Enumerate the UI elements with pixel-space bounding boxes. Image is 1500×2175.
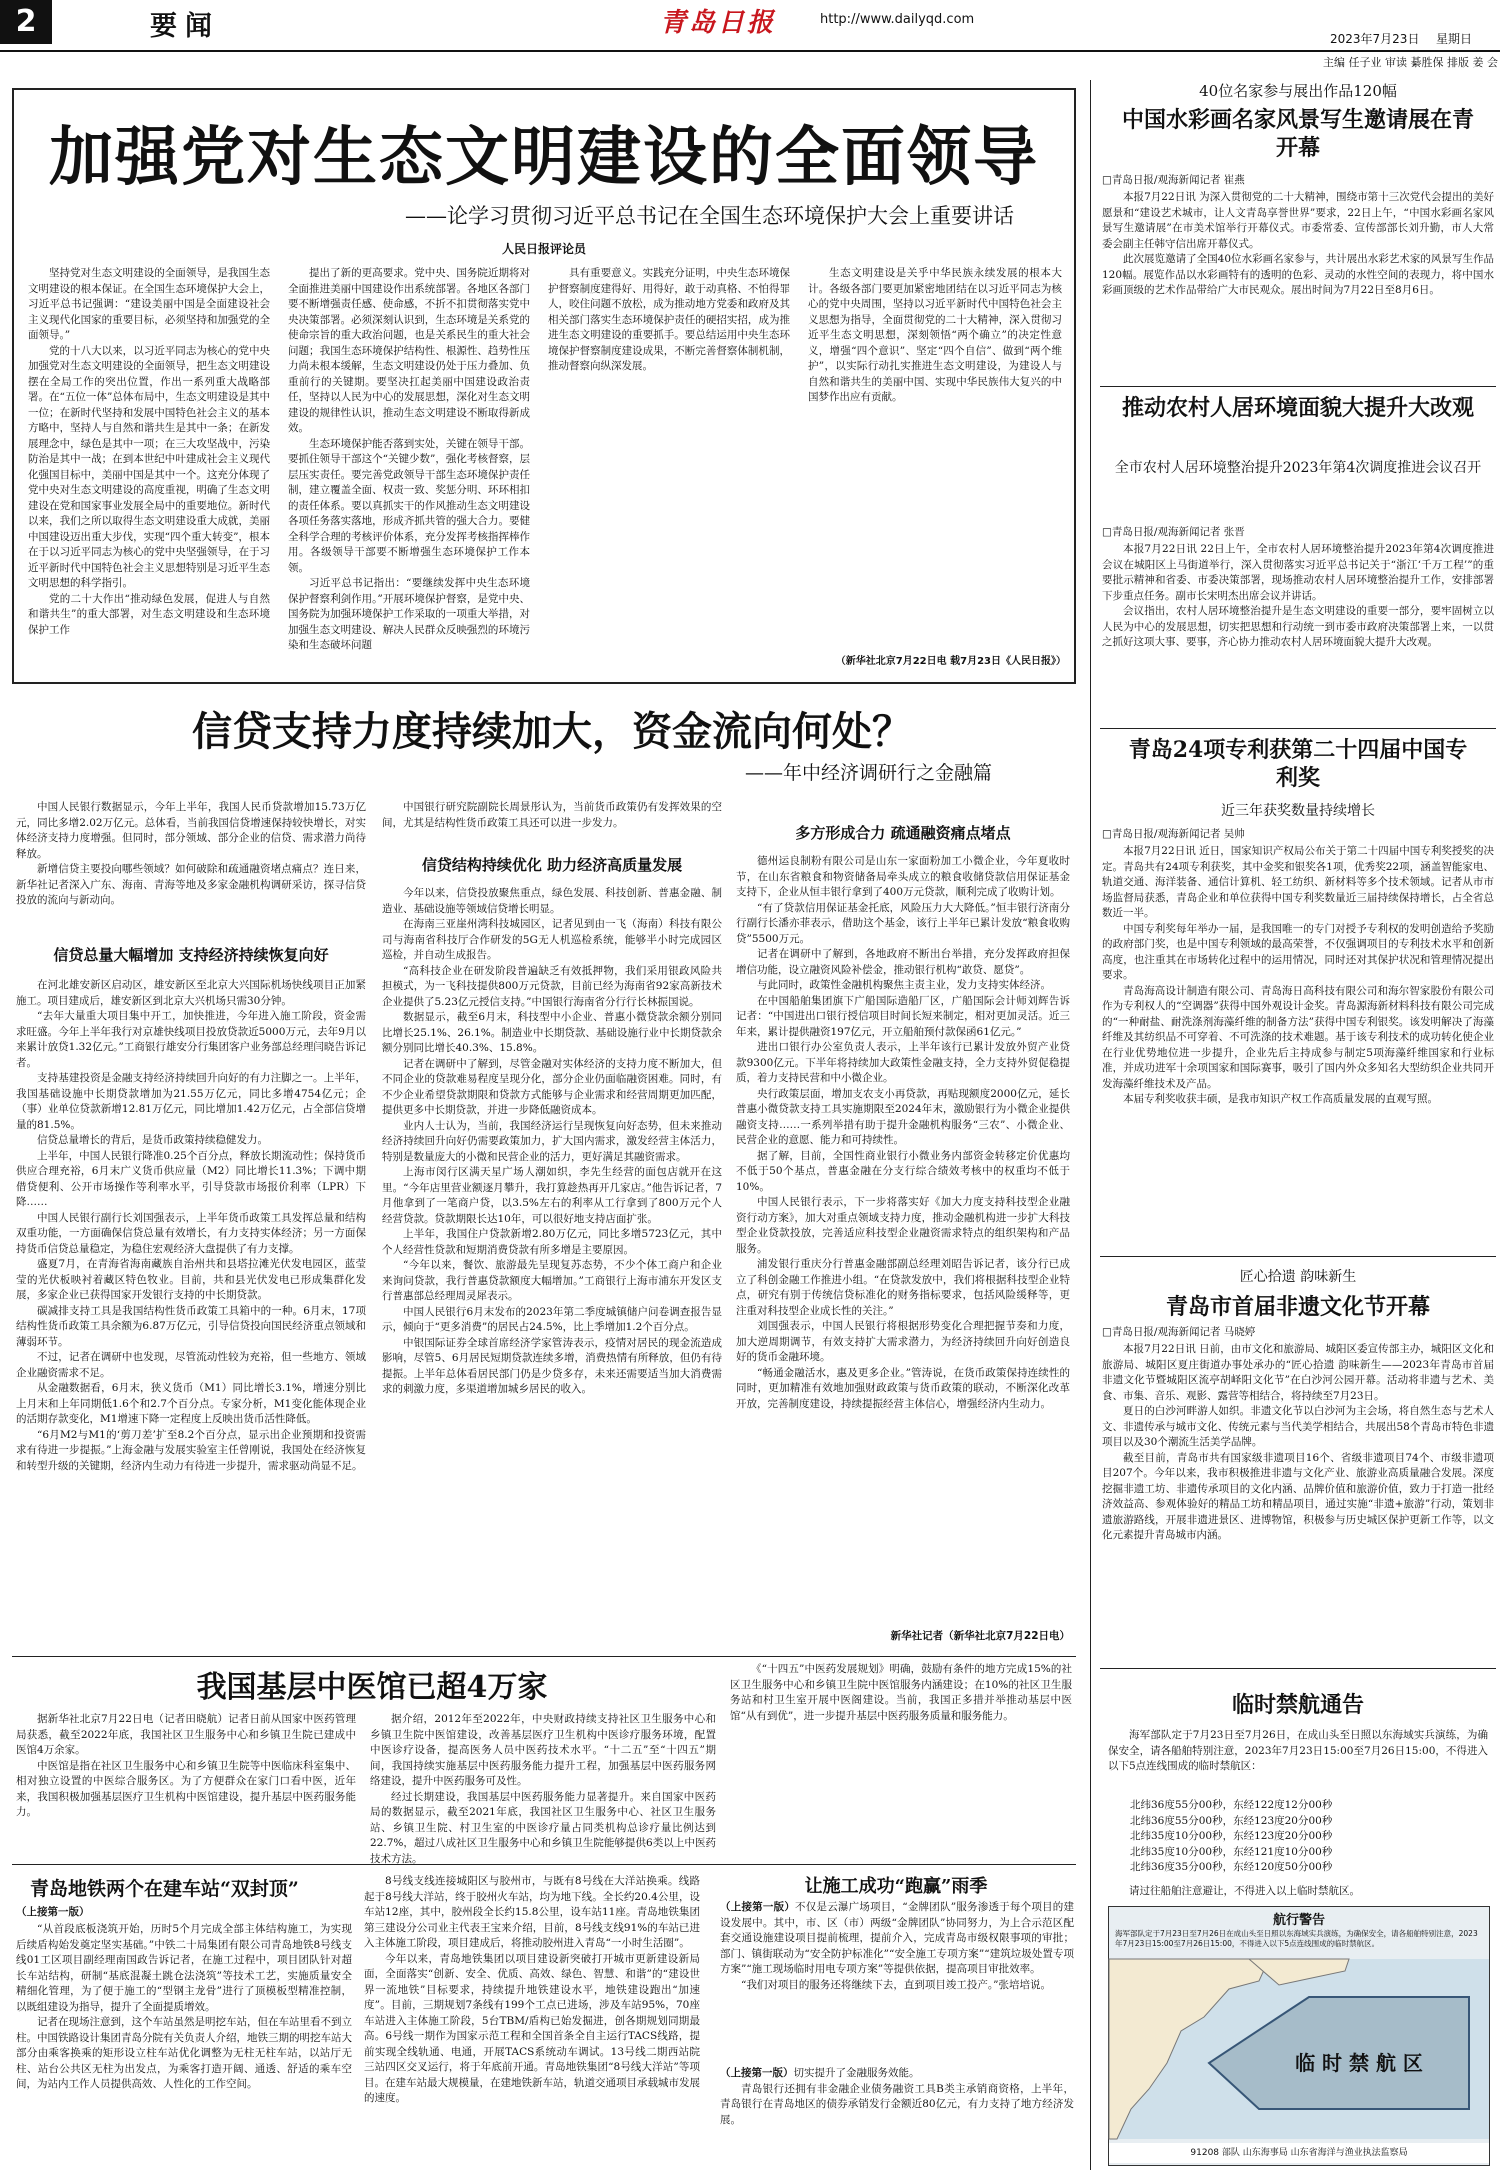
map-notice: 海军部队定于7月23日至7月26日在成山头至日照以东海域实兵演练，为确保安全，请各船舶特别注意，2023年7月23日15:00至7月26日15:00，不得进入以下5点连线围成的临时禁航区。 [1115, 1929, 1478, 1948]
credit-col-3-body: 德州运良制粉有限公司是山东一家面粉加工小微企业，今年夏收时节，在山东省粮食和物资储备局牵头成立的粮食收储贷款信用保证基金支持下，企业从恒丰银行拿到了400万元贷款，顺利完成了收购计划。 “有了贷款信用保证基金托底，风险压力大大降低。”恒丰银行济南分行副行长潘亦菲表示，借助这个基金，该行上半年已累计发放“粮食收购贷”5500万元。 记者在调研中了解到，各地政府不断出台举措，充分发挥政府担保增信功能，设立融资风险补偿金，推动银行机构“敢贷、愿贷”。 与此同时，政策性金融机构聚焦主责主业，发力支持实体经济。 在中国船舶集团旗下广船国际造船厂区，广船国际会计师刘辉告诉记者：“中国进出口银行授信项目时间长短来制定，相对更加灵活。近三年来，累计提供融资197亿元，开立船舶预付款保函61亿元。” 进出口银行办公室负责人表示，上半年该行已累计发放外贸产业贷款9300亿元。下半年将持续加大政策性金融支持，全力支持外贸促稳提质，着力支持民营和中小微企业。 央行政策层面，增加支农支小再贷款，再贴现额度2000亿元，延长普惠小微贷款支持工具实施期限至2024年末，激励银行为小微企业提供融资支持……一系列举措有助于提升金融机构服务“三农”、小微企业、民营企业的意愿、能力和可持续性。 据了解，目前，全国性商业银行小微业务内部资金转移定价优惠均不低于50个基点，普惠金融在分支行综合绩效考核中的权重均不低于10%。 中国人民银行表示，下一步将落实好《加大力度支持科技型企业融资行动方案》，加大对重点领域支持力度，推动金融机构进一步扩大科技型企业贷款投放，完善适应科技型企业融资需求特点的组织架构和产品服务。 浦发银行重庆分行普惠金融部副总经理刘昭告诉记者，该分行已成立了科创金融工作推进小组。“在贷款发放中，我们将根据科技型企业特点，研究有别于传统信贷标准化的财务指标要求，包括风险缓释等，更注重对科技型企业成长性的关注。” 刘国强表示，中国人民银行将根据形势变化合理把握节奏和力度，加大逆周期调节，有效支持扩大需求潜力，为经济持续回升向好创造良好的货币金融环境。 “畅通金融活水，惠及更多企业。”管涛说，在货币政策保持连续性的同时，更加精准有效地加强财政政策与货币政策的联动，不断深化改革开放，完善制度建设，持续提振经营主体信心，增强经济内生动力。 [736, 855, 1070, 1410]
tcm-title: 我国基层中医馆已超4万家 [196, 1670, 548, 1705]
tcm-article [12, 1662, 1076, 1865]
rural-subtitle: 全市农村人居环境整治提升2023年第4次调度推进会议召开 [1114, 460, 1482, 476]
credit-col-2-top: 中国银行研究院副院长周景彤认为，当前货币政策仍有发挥效果的空间，尤其是结构性货币政策工具还可以进一步发力。 [382, 801, 722, 829]
payment-source: （上接第一版） [720, 1901, 796, 1913]
editors-line: 主编 任子业 审读 綦胜保 排版 姜 会 [1323, 56, 1498, 69]
credit-heading-1: 信贷总量大幅增加 支持经济持续恢复向好 [53, 946, 329, 964]
metro-source: （上接第一版） [16, 1906, 90, 1918]
finance-body: （上接第一版）切实提升了金融服务效能。 青岛银行还拥有非金融企业债务融资工具B类主承销商资格，上半年，青岛银行在青岛地区的债券承销发行金额近80亿元，有力支持了地方经济发展。 [720, 2067, 1074, 2126]
lead-author: 人民日报评论员 [501, 242, 586, 256]
lead-column-1: 坚持党对生态文明建设的全面领导，是我国生态文明建设的根本保证。在全国生态环境保护大会上，习近平总书记强调：“建设美丽中国是全面建设社会主义现代化国家的重要目标，必须坚持和加强党的全面领导。” 党的十八大以来，以习近平同志为核心的党中央加强党对生态文明建设的全面领导，把生态文明建设摆在全局工作的突出位置，作出一系列重大战略部署。在“五位一体”总体布局中，生态文明建设是其中一位；在新时代坚持和发展中国特色社会主义的基本方略中，坚持人与自然和谐共生是其中一条；在新发展理念中，绿色是其中一项；在三大攻坚战中，污染防治是其中一战；在到本世纪中叶建成社会主义现代化强国目标中，美丽中国是其中一个。这充分体现了党中央对生态文明建设的高度重视，明确了生态文明建设在党和国家事业发展全局中的重要地位。新时代以来，我们之所以取得生态文明建设重大成就，美丽中国建设迈出重大步伐，实现“四个重大转变”，根本在于以习近平同志为核心的党中央坚强领导，在于习近平新时代中国特色社会主义思想特别是习近平生态文明思想的科学指引。 党的二十大作出“推动绿色发展，促进人与自然和谐共生”的重大部署，对生态文明建设和生态环境保护工作 [28, 267, 270, 636]
navigation-body: 海军部队定于7月23日至7月26日，在成山头至日照以东海域实兵演练，为确保安全，请各船舶特别注意，2023年7月23日15:00至7月26日15:00，不得进入以下5点连线围成的临时禁航区： [1108, 1729, 1488, 1772]
payment-article [716, 1870, 1076, 2170]
payment-body: （上接第一版）不仅是云瀑广场项目，“金牌团队”服务渗透于每个项目的建设发展中。其中，市、区（市）两级“金牌团队”协同努力，为上合示范区配套交通设施建设项目提前梳理，提前介入，完成青岛市级权限事项的审批；部门、镇街联动为“安全防护标准化”“安全施工专项方案”“建筑垃圾处置专项方案”“施工现场临时用电专项方案”等提供依据，提高项目审批效率。 “我们对项目的服务还将继续下去，直到项目竣工投产。”张培培说。 [720, 1901, 1074, 1991]
map-zone-label: 临 时 禁 航 区 [1295, 2051, 1423, 2075]
credit-article [12, 694, 1076, 1654]
navigation-point: 北纬36度55分00秒，东经123度20分00秒 [1130, 1814, 1333, 1827]
art-reporter: □青岛日报/观海新闻记者 崔燕 [1102, 174, 1245, 186]
navigation-points [1130, 1798, 1480, 1884]
rural-body: 本报7月22日讯 22日上午，全市农村人居环境整治提升2023年第4次调度推进会议在城阳区上马街道举行，深入贯彻落实习近平总书记关于“浙江‘千万工程’”的重要批示精神和省委、市委决策部署，现场推动农村人居环境整治提升工作，安排部署下步重点任务。副市长宋明杰出席会议并讲话。 会议指出，农村人居环境整治提升是生态文明建设的重要一部分，要牢固树立以人民为中心的发展思想，切实把思想和行动统一到市委市政府决策部署上来，一以贯之抓好这项大事、要事，齐心协力推动农村人居环境面貌大提升大改观。 [1102, 543, 1494, 648]
credit-col-1-body: 在河北雄安新区启动区，雄安新区至北京大兴国际机场快线项目正加紧施工。项目建成后，雄安新区到北京大兴机场只需30分钟。 “去年大量重大项目集中开工，加快推进，今年进入施工阶段，资金需求旺盛。今年上半年我行对京雄快线项目投放贷款近5000万元，去年9月以来累计放贷1.32亿元。”工商银行雄安分行集团客户业务部总经理闫晓告诉记者。 支持基建投资是金融支持经济持续回升向好的有力注脚之一。上半年，我国基础设施中长期贷款增加为21.55万亿元，同比多增4754亿元；企（事）业单位贷款新增12.81万亿元，同比增加1.42万亿元，占全部信贷增量的81.5%。 信贷总量增长的背后，是货币政策持续稳健发力。 上半年，中国人民银行降准0.25个百分点，释放长期流动性；保持货币供应合理充裕，6月末广义货币供应量（M2）同比增长11.3%；下调中期借贷便利、公开市场操作等利率水平，引导贷款市场报价利率（LPR）下降…… 中国人民银行副行长刘国强表示，上半年货币政策工具发挥总量和结构双重功能，一方面确保信贷总量有效增长，有力支持实体经济；另一方面保持货币信贷总量稳定，为稳住宏观经济大盘提供了有力支撑。 盛夏7月，在青海省海南藏族自治州共和县塔拉滩光伏发电园区，蓝莹莹的光伏板映衬着藏区特色牧业。目前，共和县光伏发电已形成集群化发展，多家企业已获得国家开发银行支持的中长期贷款。 碳减排支持工具是我国结构性货币政策工具箱中的一种。6月末，17项结构性货币政策工具余额为6.87万亿元，引导信贷投向国民经济重点领域和薄弱环节。 不过，记者在调研中也发现，尽管流动性较为充裕，但一些地方、领域企业融资需求不足。 从金融数据看，6月末，狭义货币（M1）同比增长3.1%，增速分别比上月末和上年同期低1.6个和2.7个百分点。专家分析，M1变化能体现企业的活期存款变化，M1增速下降一定程度上反映出货币活性降低。 “6月M2与M1的‘剪刀差’扩至8.2个百分点，显示出企业预期和投资需求有待进一步提振。”上海金融与发展实验室主任曾刚说，我国处在经济恢复和转型升级的关键期，经济内生动力有待进一步提升，需求驱动尚显不足。 [16, 979, 366, 1472]
credit-byline: 新华社记者（新华社北京7月22日电） [890, 1630, 1070, 1642]
divider-tcm-bottom [12, 1864, 1076, 1865]
issue-date: 2023年7月23日 [1330, 32, 1420, 46]
navigation-warning-map [1108, 1906, 1490, 2166]
lead-subtitle: ——论学习贯彻习近平总书记在全国生态环境保护大会上重要讲话 [405, 204, 1014, 228]
map-footer: 91208 部队 山东海事局 山东省海洋与渔业执法监察局 [1109, 2143, 1489, 2163]
website-url[interactable]: http://www.dailyqd.com [820, 12, 975, 27]
heritage-body: 本报7月22日讯 日前，由市文化和旅游局、城阳区委宣传部主办，城阳区文化和旅游局、城阳区夏庄街道办事处承办的“匠心拾遗 韵味新生——2023年青岛市首届非遗文化节暨城阳区流亭胡峄阳文化节”在白沙河公园开幕。活动将非遗与艺术、美食、市集、音乐、观影、露营等相结合，将持续至7月23日。 夏日的白沙河畔游人如织。非遗文化节以白沙河为主会场，将自然生态与艺术人文、非遗传承与城市文化、传统元素与当代美学相结合，共展出58个青岛市特色非遗项目以及30个潮流生活美学品牌。 截至目前，青岛市共有国家级非遗项目16个、省级非遗项目74个、市级非遗项目207个。今年以来，我市积极推进非遗与文化产业、旅游业高质量融合发展。深度挖掘非遗工坊、非遗传承项目的文化内涵、品牌价值和旅游价值，致力于打造一批经济效益高、参观体验好的精品工坊和精品项目，通过实施“非遗+旅游”行动，策划非遗旅游路线，开展非遗进景区、进博物馆，积极参与历史城区保护更新工作等，以文化元素提升青岛城市内涵。 [1102, 1343, 1494, 1541]
lead-column-4: 生态文明建设是关乎中华民族永续发展的根本大计。各级各部门要更加紧密地团结在以习近平同志为核心的党中央周围，坚持以习近平新时代中国特色社会主义思想为指导，全面贯彻党的二十大精神，深入贯彻习近平生态文明思想，深刻领悟“两个确立”的决定性意义，增强“四个意识”、坚定“四个自信”、做到“两个维护”，以实际行动扎实推进生态文明建设，为建设人与自然和谐共生的美丽中国、实现中华民族伟大复兴的中国梦作出应有贡献。 [808, 267, 1062, 403]
header-rule [0, 50, 1500, 52]
metro-article [12, 1870, 702, 2170]
tcm-col-2: 据介绍，2012年至2022年，中央财政持续支持社区卫生服务中心和乡镇卫生院中医馆建设，改善基层医疗卫生机构中医诊疗服务环境，配置中医诊疗设备，提高医务人员中医药技术水平。“十二五”至“十四五”期间，我国持续实施基层中医药服务能力提升工程，加强基层中医药服务网络建设，提升中医药服务可及性。 经过长期建设，我国基层中医药服务能力显著提升。来自国家中医药局的数据显示，截至2021年底，我国社区卫生服务中心、社区卫生服务站、乡镇卫生院、村卫生室的中医诊疗量占同类机构总诊疗量比例达到22.7%，超过八成社区卫生服务中心和乡镇卫生院能够提供6类以上中医药技术方法。 [370, 1713, 716, 1865]
heritage-article [1100, 1262, 1496, 1666]
rural-article [1100, 392, 1496, 726]
right-column-rule [1090, 80, 1091, 2170]
patent-article [1100, 734, 1496, 1254]
divider-credit-tcm [12, 1656, 1076, 1657]
divider-patent-heritage [1100, 1256, 1496, 1257]
heritage-kicker: 匠心拾遗 韵味新生 [1239, 1269, 1357, 1285]
divider-heritage-nav [1100, 1668, 1496, 1669]
tcm-col-3: 《“十四五”中医药发展规划》明确，鼓励有条件的地方完成15%的社区卫生服务中心和乡镇卫生院中医馆服务内涵建设；在10%的社区卫生服务站和村卫生室开展中医阁建设。当前，我国正多措并举推动基层中医馆“从有到优”，进一步提升基层中医药服务质量和服务能力。 [730, 1663, 1072, 1722]
navigation-title: 临时禁航通告 [1231, 1692, 1364, 1718]
credit-heading-2: 信贷结构持续优化 助力经济高质量发展 [421, 856, 683, 874]
rural-title: 推动农村人居环境面貌大提升大改观 [1121, 395, 1474, 421]
finance-source: （上接第一版） [720, 2067, 794, 2079]
issue-weekday: 星期日 [1436, 32, 1473, 46]
page-number-badge: 2 [0, 0, 52, 44]
art-title: 中国水彩画名家风景写生邀请展在青开幕 [1121, 107, 1474, 161]
credit-title: 信贷支持力度持续加大，资金流向何处？ [192, 708, 912, 755]
metro-col-2: 8号线支线连接城阳区与胶州市，与既有8号线在大洋站换乘。线路起于8号线大洋站，终于胶州火车站，均为地下线。全长约20.4公里，设车站12座，其中，胶州段全长约15.8公里，设车站11座。青岛地铁集团第三建设分公司业主代表王宝来介绍，目前，8号线支线91%的车站已进入主体施工阶段，项目建成后，将推动胶州进入青岛“一小时生活圈”。 今年以来，青岛地铁集团以项目建设新突破打开城市更新建设新局面，全面落实“创新、安全、优质、高效、绿色、智慧、和谐”的“建设世界一流地铁”目标要求，持续提升地铁建设水平，地铁建设跑出“加速度”。目前，三期规划7条线有199个工点已进场，涉及车站95%，70座车站进入主体施工阶段，5台TBM/盾构已始发掘进，创各期规划同期最高。6号线一期作为国家示范工程和全国首条全自主运行TACS线路，提前实现全线轨通、电通，开展TACS系统动车调试。13号线二期西站院三站四区交叉运行，将于年底前开通。青岛地铁集团“8号线大洋站”等项目。在建车站最大规模量，在建地铁新车站，轨道交通项目承载城市发展的速度。 [364, 1875, 700, 2104]
patent-reporter: □青岛日报/观海新闻记者 吴帅 [1102, 828, 1245, 840]
lead-title: 加强党对生态文明建设的全面领导 [49, 120, 1039, 195]
navigation-point: 北纬35度10分00秒，东经121度10分00秒 [1130, 1845, 1333, 1858]
navigation-point: 北纬35度10分00秒，东经123度20分00秒 [1130, 1830, 1333, 1842]
lead-source: （新华社北京7月22日电 载7月23日《人民日报》） [835, 656, 1066, 667]
header [0, 0, 1500, 75]
heritage-reporter: □青岛日报/观海新闻记者 马晓婷 [1102, 1326, 1256, 1338]
lead-column-3: 具有重要意义。实践充分证明，中央生态环境保护督察制度建得好、用得好，敢于动真格、不怕得罪人，咬住问题不放松，成为推动地方党委和政府及其相关部门落实生态环境保护责任的硬招实招，成为推进生态文明建设的重要抓手。要总结运用中央生态环境保护督察制度建设成果，不断完善督察体制机制，推动督察向纵深发展。 [548, 267, 790, 372]
lead-editorial-box [12, 88, 1076, 684]
tcm-col-1: 据新华社北京7月22日电（记者田晓航）记者日前从国家中医药管理局获悉，截至2022年底，我国社区卫生服务中心和乡镇卫生院已建成中医馆4万余家。 中医馆是指在社区卫生服务中心和乡镇卫生院等中医临床科室集中、相对独立设置的中医综合服务区。为了方便群众在家门口看中医，近年来，我国积极加强基层医疗卫生机构中医馆建设，提升基层中医药服务能力。 [16, 1713, 356, 1818]
navigation-notice [1100, 1674, 1496, 2170]
map-title: 航行警告 [1272, 1913, 1325, 1928]
credit-subtitle: ——年中经济调研行之金融篇 [744, 762, 992, 784]
divider-art-rural [1100, 386, 1496, 387]
navigation-point: 北纬36度55分00秒，东经122度12分00秒 [1130, 1799, 1333, 1811]
newspaper-logo: 青岛日报 [660, 8, 777, 38]
payment-title: 让施工成功“跑赢”雨季 [804, 1876, 988, 1897]
patent-title: 青岛24项专利获第二十四届中国专利奖 [1128, 737, 1468, 791]
art-body: 本报7月22日讯 为深入贯彻党的二十大精神，围绕市第十三次党代会提出的美好愿景和“建设艺术城市，让人文青岛享誉世界”要求，22日上午，“中国水彩画名家风景写生邀请展”在市美术馆举行开幕仪式。市委常委、宣传部部长刘升勤，市人大常委会副主任韩守信出席开幕仪式。 此次展览邀请了全国40位水彩画名家参与，共计展出水彩艺术家的风景写生作品120幅。展览作品以水彩画特有的透明的色彩、灵动的水性空间的表现力，将中国水彩画顶级的艺术作品带给广大市民观众。展出时间为7月22日至8月6日。 [1102, 191, 1494, 296]
section-title: 要闻 [150, 11, 220, 42]
art-article [1100, 80, 1496, 380]
patent-subtitle: 近三年获奖数量持续增长 [1221, 803, 1375, 819]
credit-col-2-body: 今年以来，信贷投放聚焦重点，绿色发展、科技创新、普惠金融、制造业、基础设施等领域信贷增长明显。 在海南三亚崖州湾科技城园区，记者见到由一飞（海南）科技有限公司与海南省科技厅合作研发的5G无人机巡检系统，能够半小时完成园区巡检，并自动生成报告。 “高科技企业在研发阶段普遍缺乏有效抵押物，我们采用银政风险共担模式，为一飞科技提供800万元贷款，目前已经为海南省92家高新技术企业提供了5.23亿元授信支持。”中国银行海南省分行行长林振国说。 数据显示，截至6月末，科技型中小企业、普惠小微贷款余额分别同比增长25.1%、26.1%。制造业中长期贷款、基础设施行业中长期贷款余额分别同比增长40.3%、15.8%。 记者在调研中了解到，尽管金融对实体经济的支持力度不断加大，但不同企业的贷款难易程度呈现分化，部分企业仍面临融资困难。同时，有不少企业希望贷款期限和贷款方式能够与企业需求和经营周期更加匹配，提供更多中长期贷款，并进一步降低融资成本。 业内人士认为，当前，我国经济运行呈现恢复向好态势，但未来推动经济持续回升向好仍需要政策加力，扩大国内需求，激发经营主体活力，特别是数量庞大的小微和民营企业的活力，更好满足其融资需求。 上海市闵行区满天星广场人潮如织，李先生经营的面包店就开在这里。“今年店里营业额逐月攀升，我打算趁热再开几家店。”他告诉记者，7月他拿到了一笔商户贷，以3.5%左右的利率从工行拿到了800万元个人经营贷款。贷款期限长达10年，可以很好地支持店面扩张。 上半年，我国住户贷款新增2.80万亿元，同比多增5723亿元，其中个人经营性贷款和短期消费贷款有所多增是主要原因。 “今年以来，餐饮、旅游最先呈现复苏态势，不少个体工商户和企业来询问贷款，我行普惠贷款额度大幅增加。”工商银行上海市浦东开发区支行普惠部总经理周灵犀表示。 中国人民银行6月末发布的2023年第二季度城镇储户问卷调查报告显示，倾向于“更多消费”的居民占24.5%，比上季增加1.2个百分点。 中银国际证券全球首席经济学家管涛表示，疫情对居民的现金流造成影响，尽管5、6月居民短期贷款连续多增，消费热情有所释放，但仍有待提振。上半年总体看居民部门仍是少贷多存，未来还需要适当加大消费需求的刺激力度，多渠道增加城乡居民的收入。 [382, 887, 722, 1395]
art-kicker: 40位名家参与展出作品120幅 [1199, 82, 1397, 100]
credit-col-1-intro: 中国人民银行数据显示，今年上半年，我国人民币贷款增加15.73万亿元，同比多增2.02万亿元。总体看，当前我国信贷增速保持较快增长，对实体经济支持力度增强。但同时，部分领域、部分企业的信贷、需求潜力尚待释放。 新增信贷主要投向哪些领域？如何破除和疏通融资堵点痛点？连日来，新华社记者深入广东、海南、青海等地及多家金融机构调研采访，探寻信贷投放的流向与新动向。 [16, 801, 366, 906]
metro-col-1: “从首段底板浇筑开始，历时5个月完成全部主体结构施工，为实现后续盾构始发奠定坚实基础。”中铁二十局集团有限公司青岛地铁8号线支线01工区项目副经理南国政告诉记者，在施工过程中，项目团队针对超长车站结构，研制“基底混凝土跳仓法浇筑”等技术工艺，实施质量安全精细化管理，为了便于施工的“型钢主龙骨”进行了顶模板型精准控制，以既组建设为指导，提升了全面提质增效。 记者在现场注意到，这个车站虽然是明挖车站，但在车站里看不到立柱。中国铁路设计集团青岛分院有关负责人介绍，地铁三期的明挖车站大部分由乘客换乘的矩形设立柱车站优化调整为无柱无柱车站，以站厅无柱、站台公共区无柱为出发点，为乘客打造开阔、通透、舒适的乘车空间，为站内工作人员提供高效、人性化的工作空间。 [16, 1923, 352, 2090]
lead-column-2: 提出了新的更高要求。党中央、国务院近期将对全面推进美丽中国建设作出系统部署。各地区各部门要不断增强责任感、使命感，不折不扣贯彻落实党中央决策部署。必须深刻认识到，生态环境是关系党的使命宗旨的重大政治问题，也是关系民生的重大社会问题；我国生态环境保护结构性、根源性、趋势性压力尚未根本缓解，生态文明建设仍处于压力叠加、负重前行的关键期。要坚决扛起美丽中国建设政治责任，坚持以人民为中心的发展思想，深化对生态文明建设的规律性认识，推动生态文明建设不断取得新成效。 生态环境保护能否落到实处，关键在领导干部。要抓住领导干部这个“关键少数”，强化考核督察，层层压实责任。要完善党政领导干部生态环境保护责任制，建立覆盖全面、权责一致、奖惩分明、环环相扣的责任体系。要以真抓实干的作风推动生态文明建设各项任务落实落地，形成齐抓共管的强大合力。要健全科学合理的考核评价体系，充分发挥考核指挥棒作用。各级领导干部要不断增强生态环境保护工作本领。 习近平总书记指出：“要继续发挥中央生态环境保护督察利剑作用。”开展环境保护督察，是党中央、国务院为加强环境保护工作采取的一项重大举措，对加强生态文明建设、解决人民群众反映强烈的环境污染和生态破坏问题 [288, 267, 530, 651]
metro-title: 青岛地铁两个在建车站“双封顶” [30, 1878, 299, 1900]
heritage-title: 青岛市首届非遗文化节开幕 [1165, 1294, 1430, 1320]
navigation-point: 北纬36度35分00秒，东经120度50分00秒 [1130, 1861, 1333, 1873]
rural-reporter: □青岛日报/观海新闻记者 张晋 [1102, 526, 1245, 538]
divider-rural-patent [1100, 728, 1496, 729]
credit-heading-3: 多方形成合力 疏通融资痛点堵点 [795, 824, 1011, 842]
patent-body: 本报7月22日讯 近日，国家知识产权局公布关于第二十四届中国专利奖授奖的决定。青岛共有24项专利获奖，其中金奖和银奖各1项，优秀奖22项，涵盖智能家电、轨道交通、海洋装备、通信计算机、轻工纺织、新材料等多个技术领域。记者从市市场监督局获悉，青岛企业和单位获得中国专利奖数量近三届持续保持增长，占全省总数近一半。 中国专利奖每年举办一届，是我国唯一的专门对授予专利权的发明创造给予奖励的政府部门奖，也是中国专利领域的最高荣誉，不仅强调项目的专利技术水平和创新高度，也注重其在市场转化过程中的运用情况，同时还对其保护状况和管理情况提出要求。 青岛海高设计制造有限公司、青岛海日高科技有限公司和海尔智家股份有限公司作为专利权人的“空调器”获得中国外观设计金奖。青岛源海新材料科技有限公司完成的“一种耐盐、耐洗涤剂海藻纤维的制备方法”获得中国专利银奖。该发明解决了海藻纤维及其纺织品不可穿着、不可洗涤的技术难题。基于该专利技术的成功转化使企业在行业优势地位进一步提升，企业先后主持成参与制定5项海藻纤维国家和行业标准，并成功进军十余项国家和国际赛事，吸引了国内外众多知名大型纺织企业共同开发海藻纤维技术及产品。 本届专利奖收获丰硕，是我市知识产权工作高质量发展的直观写照。 [1102, 845, 1494, 1105]
navigation-footer-text: 请过往船舶注意避让，不得进入以上临时禁航区。 [1129, 1885, 1360, 1897]
